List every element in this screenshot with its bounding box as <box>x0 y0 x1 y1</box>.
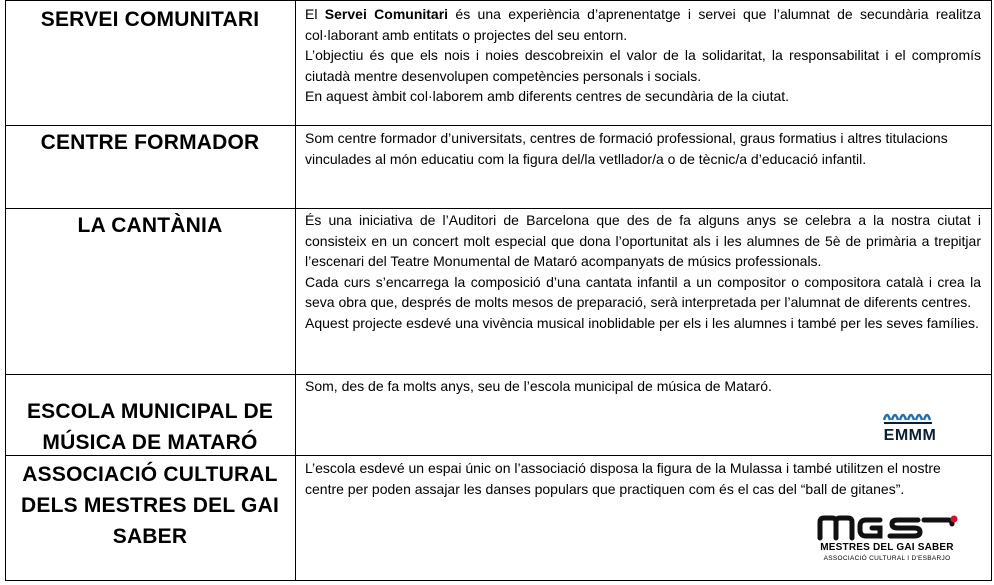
desc-paragraph: És una iniciativa de l’Auditori de Barcelona que des de fa alguns anys se celebra a la nostra ciutat i consisteix en un concert molt especial que dona l’oportunitat als i les alumnes de 5è de primària a trepitjar l’escenari del Teatre Monumental de Mataró acompanyats de músics professionals. <box>305 212 981 270</box>
table-border-bottom <box>5 580 992 581</box>
column-divider <box>295 0 296 581</box>
desc-paragraph: L’objectiu és que els nois i noies descobreixin el valor de la solidaritat, la responsabilitat i el compromís ciutadà mentre desenvolupen competències personals i socials. <box>305 47 981 84</box>
mestres-gai-saber-logo <box>814 512 960 564</box>
row-desc-la-cantania <box>305 210 981 334</box>
row-title-escola-municipal <box>7 396 293 458</box>
row-desc-escola-municipal <box>305 376 981 397</box>
desc-paragraph: L’escola esdevé un espai únic on l’associació disposa la figura de la Mulassa i també utilitzen el nostre centre per poden assajar les danses populars que practiquen com és el cas del “ball de gitanes”. <box>305 460 941 497</box>
row-desc-centre-formador <box>305 128 981 169</box>
title-line: MÚSICA DE MATARÓ <box>42 431 258 454</box>
title-line: ASSOCIACIÓ CULTURAL <box>22 463 278 486</box>
desc-paragraph: Cada curs s’encarrega la composició d’una cantata infantil a un compositor o compositora català i crea la seva obra que, després de molts mesos de preparació, serà interpretada per l’alumnat de diferents centres. <box>305 273 981 311</box>
emmm-waves-icon <box>880 408 940 428</box>
mgs-logo-mark-icon <box>814 512 960 542</box>
row-title-centre-formador: CENTRE FORMADOR <box>40 131 260 154</box>
row-title-mestres-gai-saber <box>7 459 293 552</box>
row-desc-mestres-gai-saber <box>305 458 981 499</box>
row-title-la-cantania: LA CANTÀNIA <box>77 214 223 237</box>
row-divider <box>5 374 992 375</box>
title-line: DELS MESTRES DEL GAI <box>21 494 279 517</box>
table-border-top <box>5 0 992 1</box>
table-border-left <box>5 0 6 581</box>
mgs-logo-name: MESTRES DEL GAI SABER <box>820 542 954 553</box>
bold-term: Servei Comunitari <box>324 6 449 22</box>
desc-paragraph: En aquest àmbit col·laborem amb diferents centres de secundària de la ciutat. <box>305 88 790 105</box>
desc-paragraph: Som centre formador d’universitats, centres de formació professional, graus formatius i altres titulacions vinculades al món educatiu com la figura del/la vetllador/a o de tècnic/a d’educació infantil. <box>305 130 948 167</box>
emmm-logo <box>880 408 940 448</box>
row-title-servei-comunitari: SERVEI COMUNITARI <box>40 8 260 31</box>
emmm-logo-text: EMMM <box>883 427 937 444</box>
row-desc-servei-comunitari <box>305 4 981 107</box>
row-divider <box>5 125 992 126</box>
mgs-logo-subtitle: ASSOCIACIÓ CULTURAL I D'ESBARJO <box>823 555 951 562</box>
row-divider <box>5 208 992 209</box>
desc-paragraph: Aquest projecte esdevé una vivència musical inoblidable per els i les alumnes i també per les seves famílies. <box>305 314 979 331</box>
desc-paragraph: Som, des de fa molts anys, seu de l’escola municipal de música de Mataró. <box>305 378 772 394</box>
desc-paragraph: El Servei Comunitari és una experiència d’aprenentatge i servei que l’alumnat de secundària realitza col·laborant amb entitats o projectes del seu entorn. <box>305 6 981 43</box>
table-border-right <box>991 0 992 581</box>
title-line: ESCOLA MUNICIPAL DE <box>26 400 274 423</box>
title-line: SABER <box>112 525 188 548</box>
